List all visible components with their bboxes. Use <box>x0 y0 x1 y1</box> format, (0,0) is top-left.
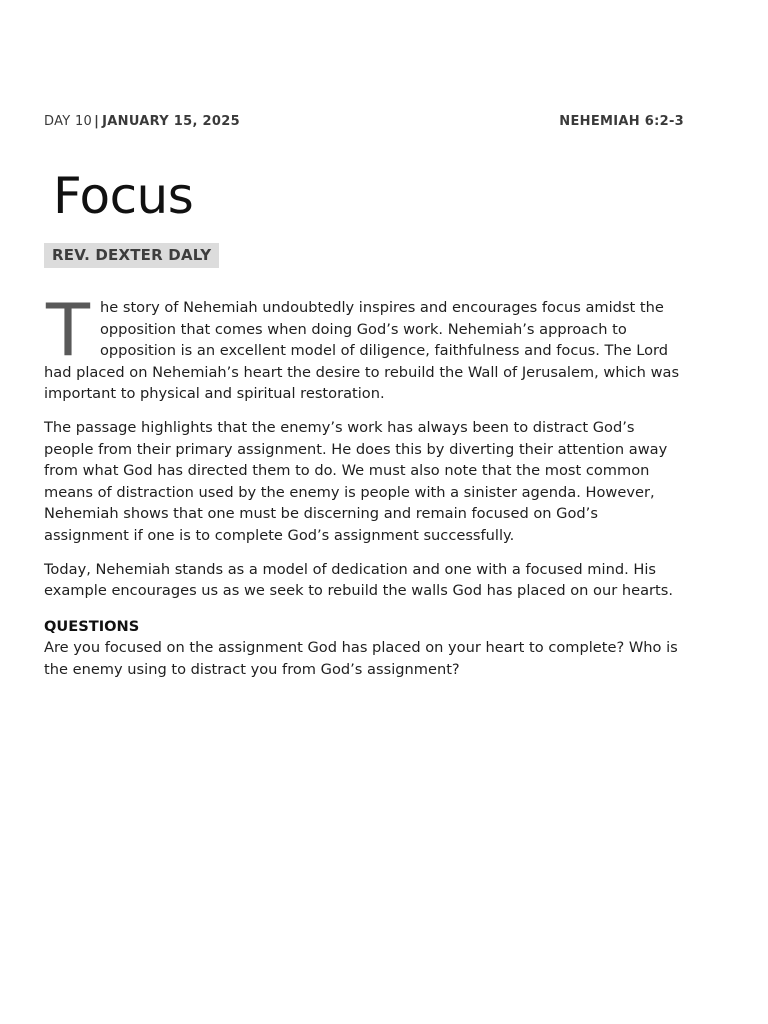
scripture-reference: NEHEMIAH 6:2-3 <box>559 114 684 129</box>
author-badge: REV. DEXTER DALY <box>44 243 219 268</box>
header-meta <box>44 114 684 134</box>
questions-heading: QUESTIONS <box>44 617 140 635</box>
paragraph-2: The passage highlights that the enemy’s work has always been to distract God’s people from their primary assignment. He does this by diverting their attention away from what God has directed them to do. We must also note that the most common means of distraction used by the enemy is people with a sinister agenda. However, Nehemiah shows that one must be discerning and remain focused on God’s assignment if one is to complete God’s assignment successfully. <box>44 418 668 544</box>
drop-cap: T <box>46 288 90 372</box>
date-label: JANUARY 15, 2025 <box>102 114 240 129</box>
paragraph-1-text: he story of Nehemiah undoubtedly inspires and encourages focus amidst the opposition that comes when doing God’s work. Nehemiah’s approach to opposition is an excellent model of diligence, faithfulness and focus. The Lord had placed on Nehemiah’s heart the desire to rebuild the Wall of Jerusalem, which was important to physical and spiritual restoration. <box>44 299 680 403</box>
day-date <box>44 114 240 129</box>
page-title: Focus <box>53 167 194 225</box>
questions-text: Are you focused on the assignment God has placed on your heart to complete? Who is the enemy using to distract you from God’s assignment? <box>44 639 678 678</box>
header-separator: | <box>94 114 100 129</box>
day-label: DAY 10 <box>44 114 93 129</box>
paragraph-1 <box>44 288 684 405</box>
body-text <box>44 288 684 681</box>
paragraph-3: Today, Nehemiah stands as a model of dedication and one with a focused mind. His example encourages us as we seek to rebuild the walls God has placed on our hearts. <box>44 560 673 600</box>
